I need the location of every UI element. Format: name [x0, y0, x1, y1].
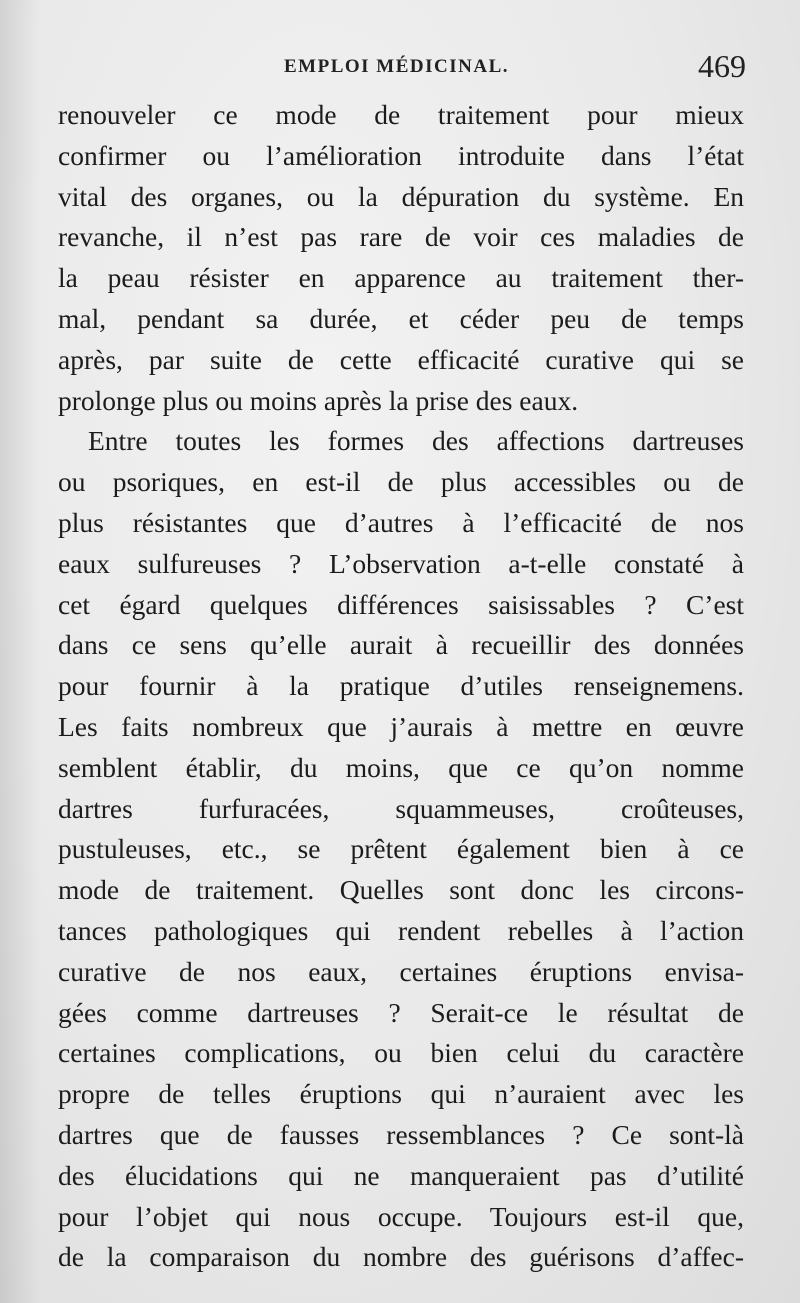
text-line: de la comparaison du nombre des guérisons d’affec- — [58, 1241, 744, 1273]
text-line: Entre toutes les formes des affections dartreuses — [88, 425, 744, 457]
text-line: propre de telles éruptions qui n’auraient avec les — [58, 1078, 744, 1110]
text-line: dartres furfuracées, squammeuses, croûteuses, — [58, 792, 744, 824]
text-line: renouveler ce mode de traitement pour mieux — [58, 99, 744, 130]
text-line: vital des organes, ou la dépuration du système. En — [58, 180, 744, 212]
gutter-shadow — [0, 0, 40, 1303]
text-line: dans ce sens qu’elle aurait à recueillir des données — [58, 629, 744, 661]
text-line: dartres que de fausses ressemblances ? Ce sont-là — [58, 1118, 744, 1150]
page-number: 469 — [698, 48, 746, 84]
text-line: eaux sulfureuses ? L’observation a-t-elle constaté à — [58, 547, 744, 579]
text-line: gées comme dartreuses ? Serait-ce le résultat de — [58, 996, 744, 1028]
body-text — [58, 95, 744, 1278]
text-line: plus résistantes que d’autres à l’efficacité de nos — [58, 506, 744, 538]
text-line: confirmer ou l’amélioration introduite dans l’état — [58, 139, 744, 171]
text-line: cet égard quelques différences saisissables ? C’est — [58, 588, 744, 620]
running-title: EMPLOI MÉDICINAL. — [284, 56, 510, 77]
text-line: revanche, il n’est pas rare de voir ces maladies de — [58, 221, 744, 253]
text-line: semblent établir, du moins, que ce qu’on nomme — [58, 751, 744, 783]
text-line: certaines complications, ou bien celui du caractère — [58, 1037, 744, 1069]
text-line: ou psoriques, en est-il de plus accessibles ou de — [58, 466, 744, 498]
text-line: prolonge plus ou moins après la prise des eaux. — [58, 384, 579, 416]
text-line: mal, pendant sa durée, et céder peu de temps — [58, 302, 744, 334]
text-line: pustuleuses, etc., se prêtent également bien à ce — [58, 833, 744, 865]
text-line: tances pathologiques qui rendent rebelles à l’action — [58, 914, 744, 946]
text-line: la peau résister en apparence au traitement ther- — [58, 262, 744, 294]
text-line: pour fournir à la pratique d’utiles renseignemens. — [58, 670, 744, 702]
text-line: Les faits nombreux que j’aurais à mettre en œuvre — [58, 710, 744, 742]
text-line: mode de traitement. Quelles sont donc les circons- — [58, 874, 744, 906]
page-header — [56, 48, 746, 88]
text-line: pour l’objet qui nous occupe. Toujours est-il que, — [58, 1200, 744, 1232]
text-line: curative de nos eaux, certaines éruptions envisa- — [58, 955, 744, 987]
text-line: après, par suite de cette efficacité curative qui se — [58, 343, 744, 375]
text-line: des élucidations qui ne manqueraient pas d’utilité — [58, 1159, 744, 1191]
